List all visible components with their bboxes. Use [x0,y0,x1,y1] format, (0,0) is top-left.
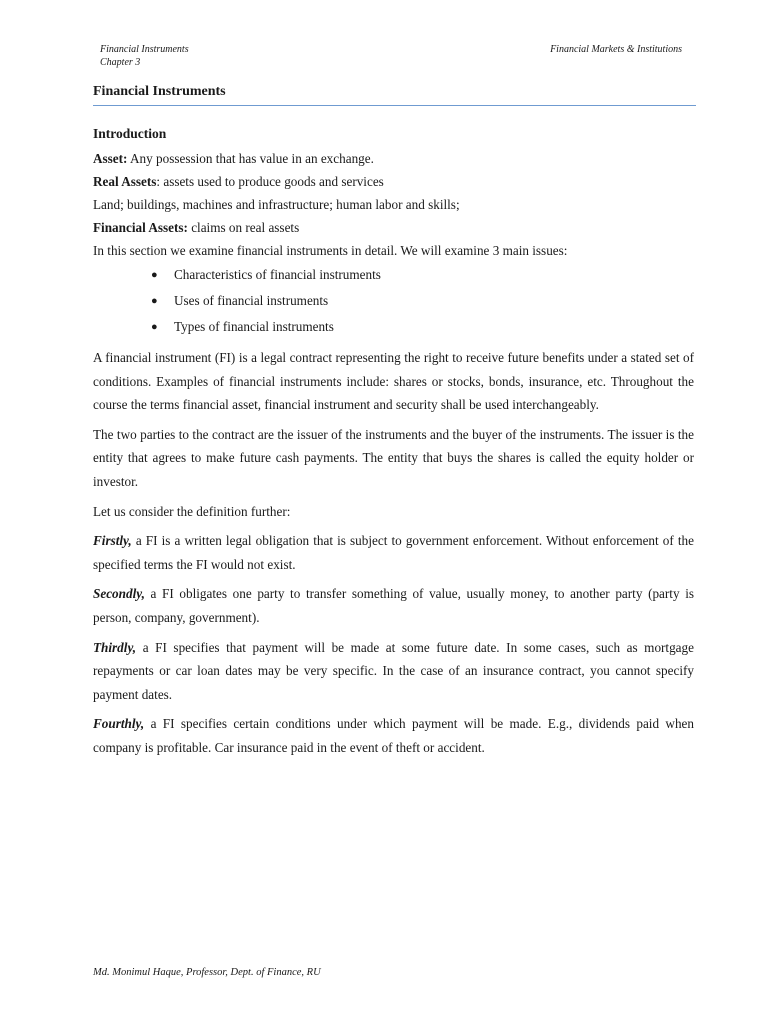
bullet-icon: ● [151,269,158,281]
secondly-text: a FI obligates one party to transfer something of value, usually money, to another party (party is person, company, government). [93,586,694,625]
firstly-lead: Firstly, [93,533,132,549]
asset-definition [93,147,694,170]
asset-label: Asset: [93,151,128,166]
financial-assets-text: claims on real assets [187,220,300,235]
real-assets-examples: Land; buildings, machines and infrastructure; human labor and skills; [93,197,460,212]
financial-assets-definition [93,216,694,239]
running-head-title: Financial Instruments [100,44,189,55]
issues-list [93,262,694,340]
secondly-lead: Secondly, [93,586,145,602]
real-assets-text: : assets used to produce goods and services [156,174,384,189]
list-item-text: Uses of financial instruments [174,293,329,308]
real-assets-definition [93,170,694,193]
fourthly-lead: Fourthly, [93,716,145,732]
consider-paragraph: Let us consider the definition further: [93,503,291,519]
secondly-paragraph [93,582,694,629]
list-item-text: Types of financial instruments [174,319,334,334]
firstly-text: a FI is a written legal obligation that is subject to government enforcement. Without enforcement of the specified terms the FI would not exist. [93,533,694,572]
running-head-chapter: Chapter 3 [100,57,141,68]
asset-text: Any possession that has value in an exchange. [127,151,374,166]
title-divider [93,105,696,106]
page-footer: Md. Monimul Haque, Professor, Dept. of Finance, RU [93,967,321,978]
list-item-text: Characteristics of financial instruments [174,267,381,282]
running-head-right: Financial Markets & Institutions [550,44,682,55]
financial-assets-label: Financial Assets: [93,220,188,235]
page-title: Financial Instruments [93,84,226,99]
running-head-left [100,43,189,69]
list-item [151,314,694,340]
fourthly-paragraph [93,712,694,759]
introduction-heading: Introduction [93,126,167,141]
thirdly-lead: Thirdly, [93,639,137,655]
thirdly-paragraph [93,636,694,707]
real-assets-label: Real Assets [93,174,157,189]
document-body [93,124,694,760]
fourthly-text: a FI specifies certain conditions under which payment will be made. E.g., dividends paid when company is profitable. Car insurance paid in the event of theft or accident. [93,716,694,755]
bullet-icon: ● [151,321,158,333]
thirdly-text: a FI specifies that payment will be made at some future date. In some cases, such as mortgage repayments or car loan dates may be very specific. In the case of an insurance contract, you cannot specify payment dates. [93,639,694,702]
list-item [151,288,694,314]
definition-paragraph: A financial instrument (FI) is a legal contract representing the right to receive future benefits under a stated set of conditions. Examples of financial instruments include: shares or stocks, bonds, insurance, etc. Throughout the course the terms financial asset, financial instrument and security shall be used interchangeably. [93,350,694,413]
parties-paragraph: The two parties to the contract are the issuer of the instruments and the buyer of the instruments. The issuer is the entity that agrees to make future cash payments. The entity that buys the shares is called the equity holder or investor. [93,426,694,489]
list-item [151,262,694,288]
section-intro: In this section we examine financial instruments in detail. We will examine 3 main issues: [93,243,568,258]
bullet-icon: ● [151,295,158,307]
firstly-paragraph [93,529,694,576]
